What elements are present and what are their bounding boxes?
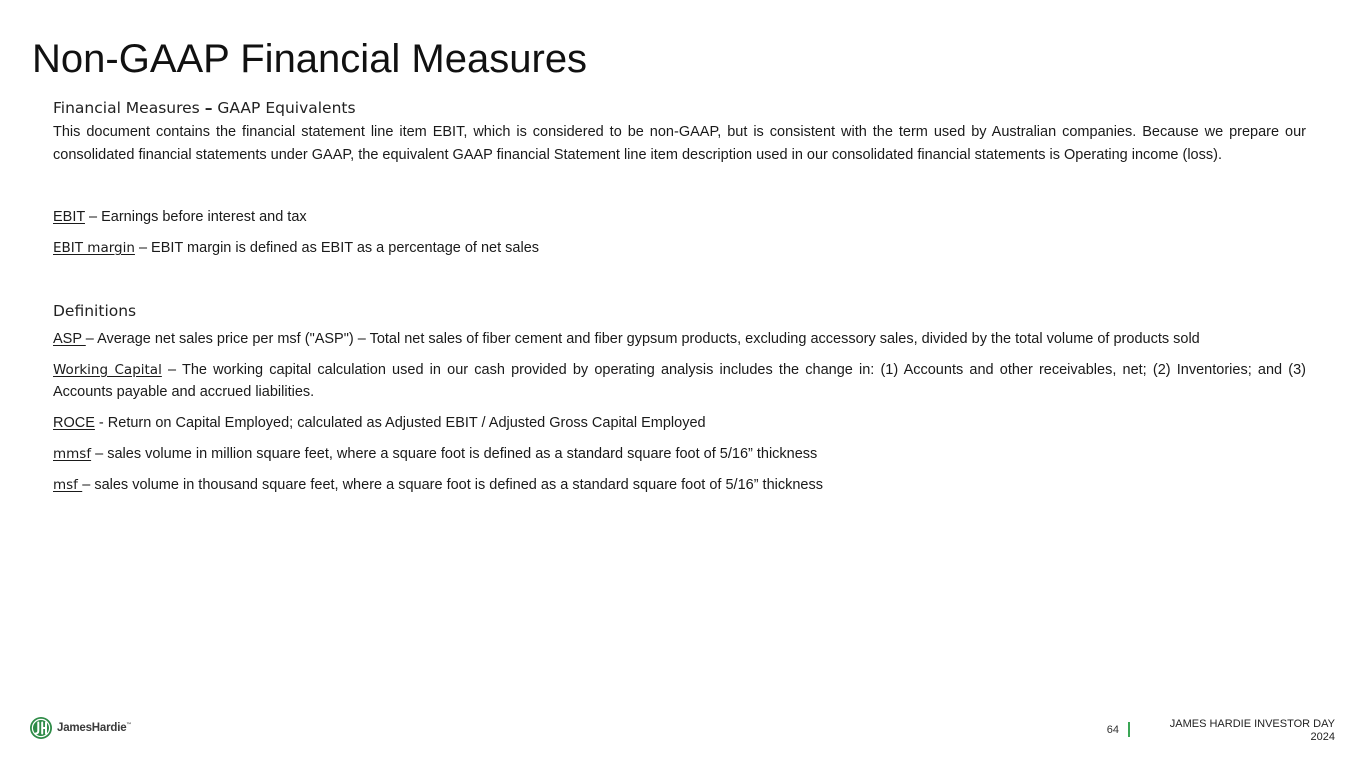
term-label: mmsf	[53, 446, 92, 462]
definition-mmsf	[53, 443, 1306, 466]
company-logo	[29, 716, 131, 740]
event-year: 2024	[1310, 731, 1335, 743]
term-definition: – EBIT margin is defined as EBIT as a percentage of net sales	[134, 240, 540, 256]
page-number: 64	[1106, 724, 1119, 736]
event-name: JAMES HARDIE INVESTOR DAY	[1169, 718, 1335, 730]
section-heading-definitions: Definitions	[53, 301, 137, 320]
footer-event-label	[1135, 718, 1335, 744]
definition-roce	[53, 412, 1306, 435]
definition-ebit-margin	[53, 237, 1306, 260]
term-label: ASP	[53, 330, 86, 347]
intro-paragraph: This document contains the financial statement line item EBIT, which is considered to be non-GAAP, but is consistent with the term used by Australian companies. Because we prepare our consolidated financial statements under GAAP, the equivalent GAAP financial Statement line item description used in our consolidated financial statements is Operating income (loss).	[53, 124, 1306, 163]
term-definition: – Earnings before interest and tax	[84, 209, 307, 225]
heading-text: GAAP Equivalents	[217, 99, 356, 117]
term-definition: – sales volume in thousand square feet, where a square foot is defined as a standard square foot of 5/16” thickness	[82, 477, 823, 493]
logo-wordmark-text: JamesHardie	[57, 722, 127, 734]
trademark-symbol: ™	[126, 722, 132, 729]
term-definition: - Return on Capital Employed; calculated as Adjusted EBIT / Adjusted Gross Capital Employed	[94, 415, 706, 431]
content-body	[53, 97, 1306, 497]
definition-asp	[53, 328, 1306, 351]
heading-text: Financial Measures	[53, 99, 200, 117]
term-label: EBIT margin	[53, 240, 135, 256]
logo-wordmark	[57, 722, 131, 734]
james-hardie-logo-icon	[29, 716, 53, 740]
term-label: msf	[53, 477, 83, 493]
term-label: EBIT	[53, 209, 85, 225]
section-heading-gaap-equivalents	[53, 97, 1306, 119]
heading-dash: –	[204, 99, 213, 117]
term-definition: – sales volume in million square feet, where a square foot is defined as a standard square foot of 5/16” thickness	[91, 446, 818, 462]
term-label: Working Capital	[53, 361, 162, 378]
definition-ebit	[53, 206, 1306, 229]
definition-msf	[53, 474, 1306, 497]
definition-working-capital	[53, 359, 1306, 404]
term-definition: – The working capital calculation used in our cash provided by operating analysis includes the change in: (1) Accounts and other receivables, net; (2) Inventories; and (3) Accounts payable and accrued liabilities.	[53, 361, 1306, 400]
footer-divider	[1128, 722, 1130, 737]
term-definition: – Average net sales price per msf ("ASP") – Total net sales of fiber cement and fiber gypsum products, excluding accessory sales, divided by the total volume of products sold	[85, 330, 1200, 347]
page-title: Non-GAAP Financial Measures	[32, 37, 588, 81]
term-label: ROCE	[53, 415, 95, 431]
